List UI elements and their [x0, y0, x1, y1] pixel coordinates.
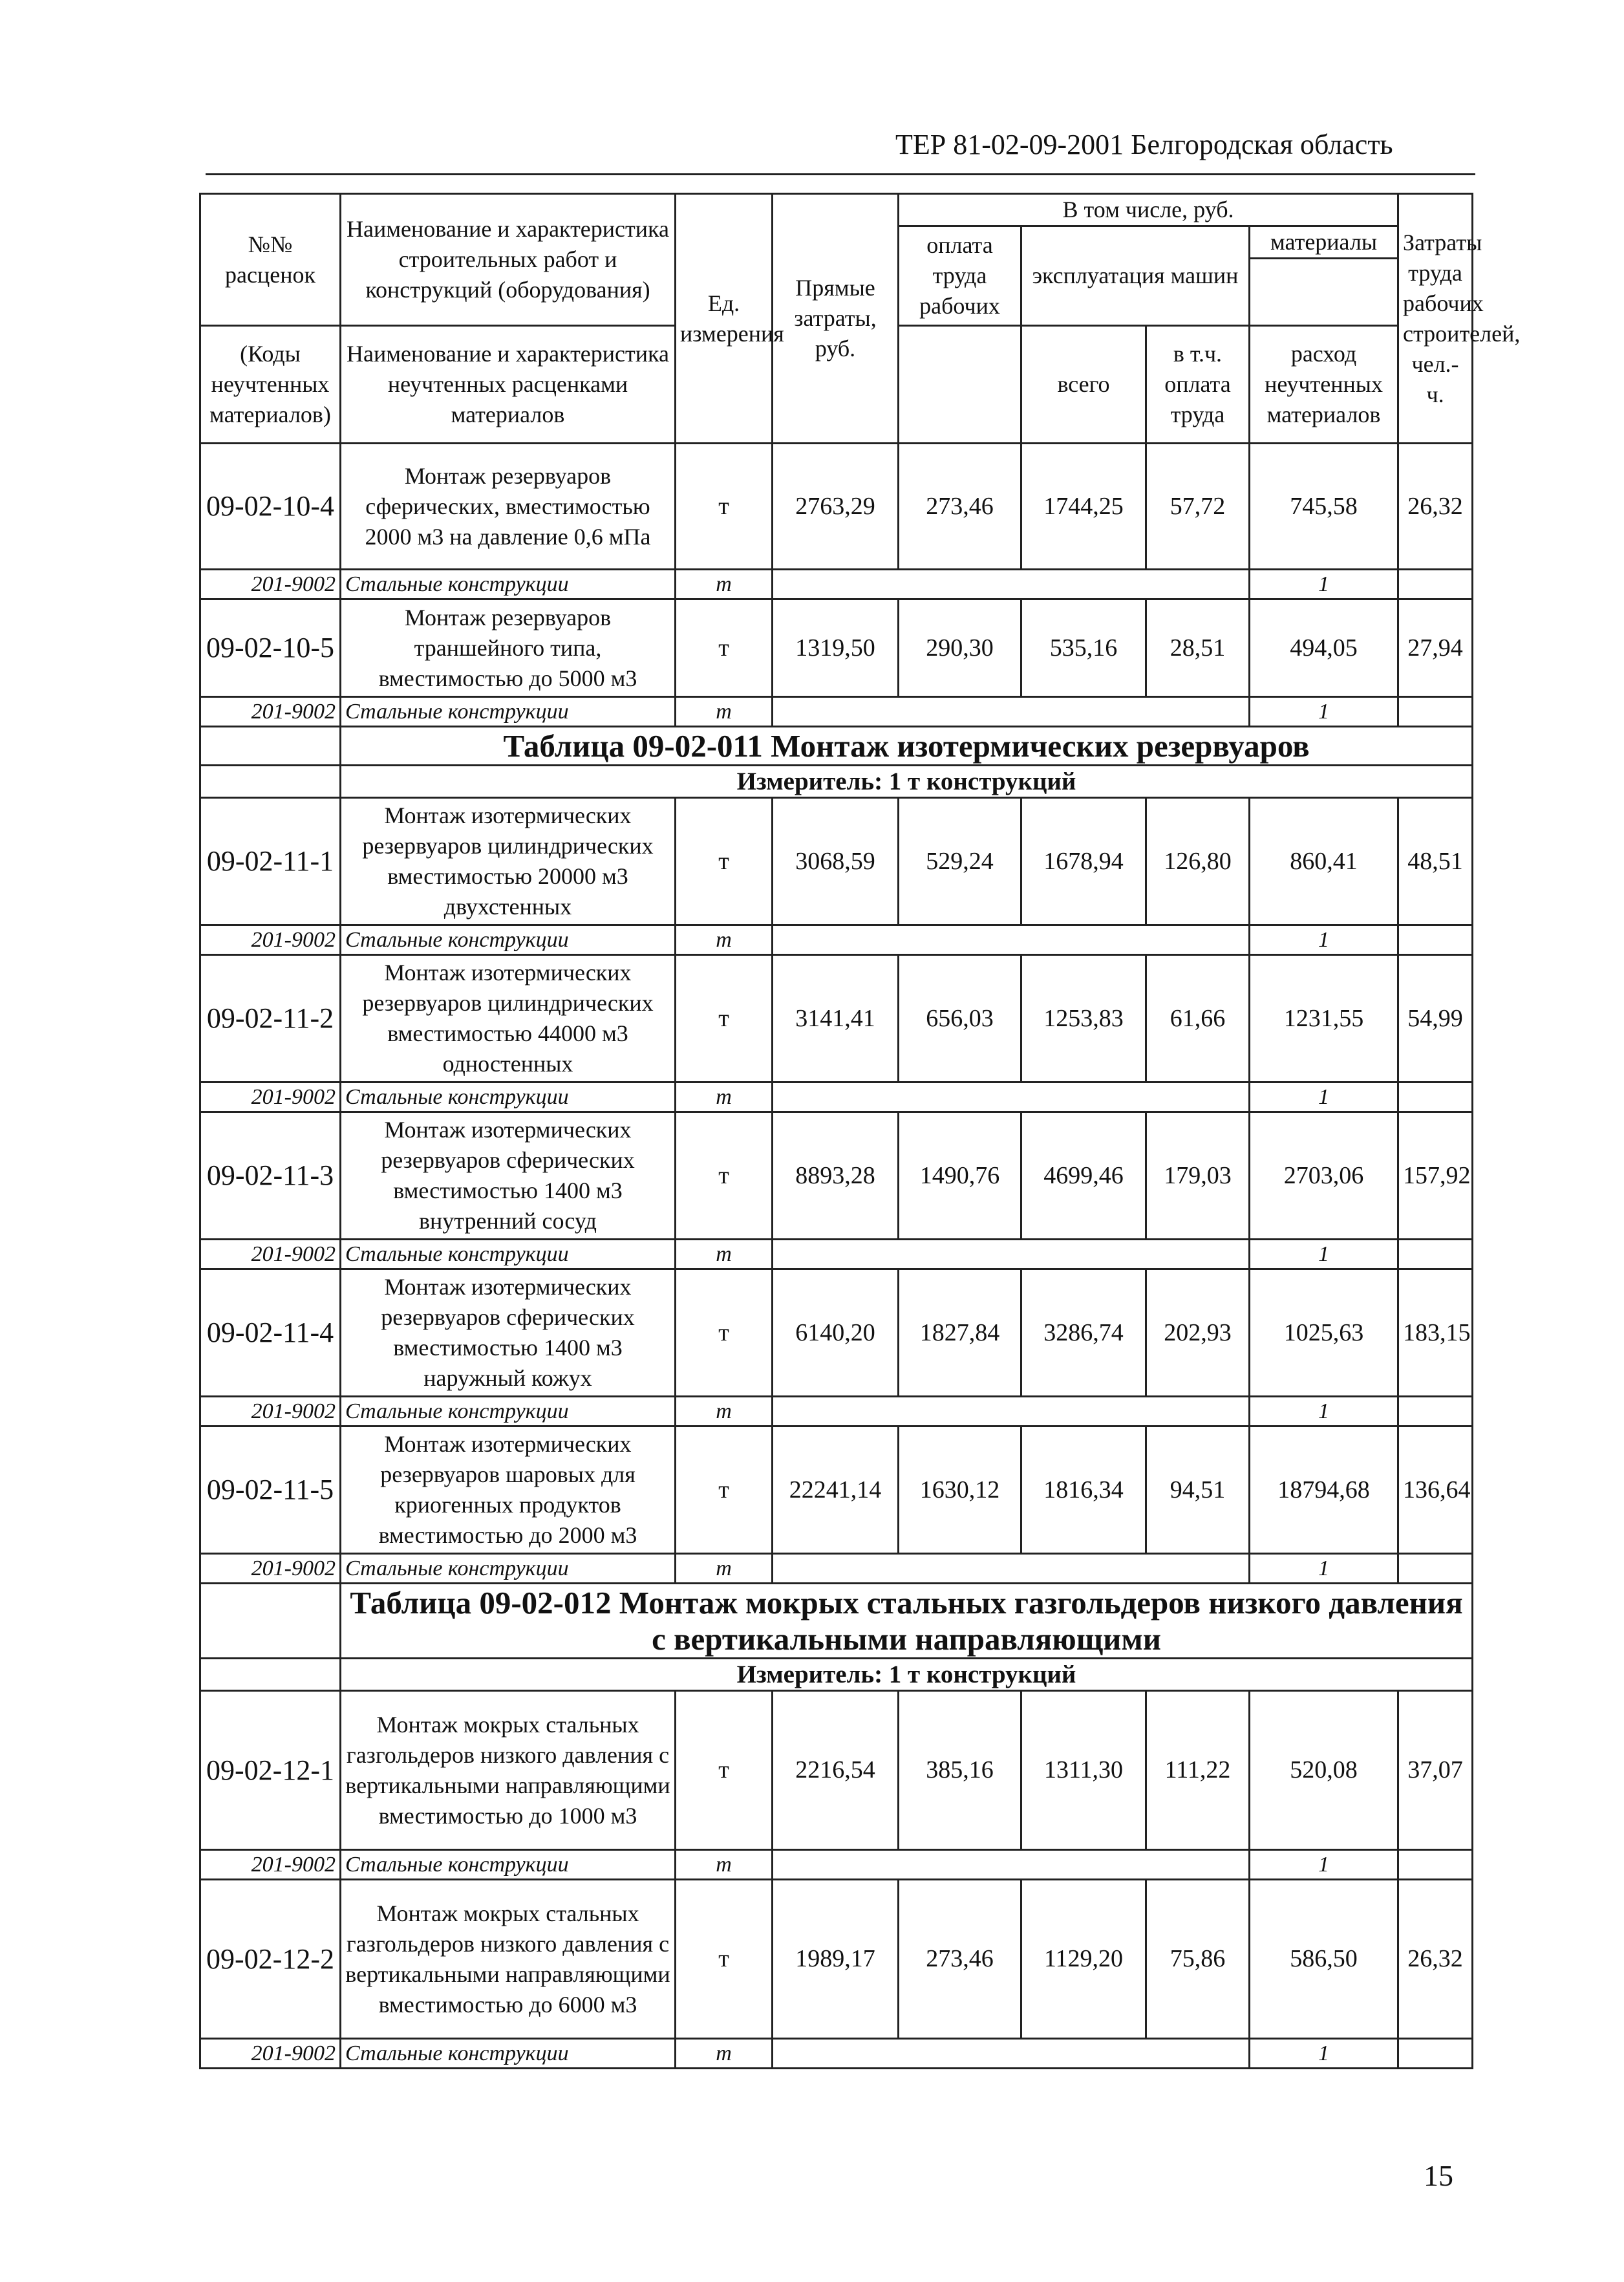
- material-name: Стальные конструкции: [341, 1554, 676, 1584]
- header-including: В том числе, руб.: [899, 194, 1398, 226]
- labor-costs: 27,94: [1398, 599, 1473, 697]
- page-number: 15: [1424, 2159, 1453, 2192]
- table-measure: Измеритель: 1 т конструкций: [341, 1659, 1473, 1691]
- table-measure: Измеритель: 1 т конструкций: [341, 766, 1473, 798]
- wage: 290,30: [899, 599, 1021, 697]
- materials: 1025,63: [1250, 1269, 1398, 1397]
- material-row: [200, 697, 1473, 727]
- table-row: [200, 955, 1473, 1082]
- material-code: 201-9002: [200, 1850, 341, 1880]
- direct-costs: 22241,14: [773, 1426, 899, 1554]
- material-row: [200, 1082, 1473, 1112]
- material-unit: т: [676, 1554, 773, 1584]
- wage: 1490,76: [899, 1112, 1021, 1240]
- material-blank: [1398, 570, 1473, 599]
- header-machines: эксплуатация машин: [1021, 226, 1250, 326]
- material-unit: т: [676, 925, 773, 955]
- machines-wage: 75,86: [1146, 1880, 1250, 2039]
- header-machines-wage: в т.ч. оплата труда: [1146, 326, 1250, 444]
- work-description: Монтаж резервуаров траншейного типа, вместимостью до 5000 м3: [341, 599, 676, 697]
- material-code: 201-9002: [200, 925, 341, 955]
- table-row: [200, 1112, 1473, 1240]
- measure-blank: [200, 1659, 341, 1691]
- material-code: 201-9002: [200, 1554, 341, 1584]
- material-name: Стальные конструкции: [341, 570, 676, 599]
- machines-total: 3286,74: [1021, 1269, 1146, 1397]
- work-description: Монтаж изотермических резервуаров шаровых для криогенных продуктов вместимостью до 2000 м3: [341, 1426, 676, 1554]
- machines-total: 1678,94: [1021, 798, 1146, 925]
- rate-code: 09-02-10-5: [200, 599, 341, 697]
- material-unit: т: [676, 570, 773, 599]
- material-blank: [773, 1554, 1250, 1584]
- material-blank: [773, 1240, 1250, 1269]
- unit: т: [676, 1426, 773, 1554]
- material-unit: т: [676, 2039, 773, 2069]
- header-wage: оплата труда рабочих: [899, 226, 1021, 326]
- document-header: ТЕР 81-02-09-2001 Белгородская область: [895, 129, 1393, 160]
- direct-costs: 3068,59: [773, 798, 899, 925]
- wage: 273,46: [899, 444, 1021, 570]
- header-labor-costs: Затраты труда рабочих строителей, чел.-ч.: [1398, 194, 1473, 444]
- material-blank: [773, 570, 1250, 599]
- work-description: Монтаж мокрых стальных газгольдеров низкого давления с вертикальными направляющими вместимостью до 6000 м3: [341, 1880, 676, 2039]
- header-code-top: №№ расценок: [200, 194, 341, 326]
- table-row: [200, 444, 1473, 570]
- material-row: [200, 1397, 1473, 1426]
- unit: т: [676, 599, 773, 697]
- machines-total: 1253,83: [1021, 955, 1146, 1082]
- materials: 494,05: [1250, 599, 1398, 697]
- direct-costs: 1319,50: [773, 599, 899, 697]
- material-unit: т: [676, 1082, 773, 1112]
- machines-total: 535,16: [1021, 599, 1146, 697]
- material-code: 201-9002: [200, 1397, 341, 1426]
- material-name: Стальные конструкции: [341, 1240, 676, 1269]
- unit: т: [676, 1269, 773, 1397]
- rate-code: 09-02-12-1: [200, 1691, 341, 1850]
- material-blank: [773, 925, 1250, 955]
- materials: 18794,68: [1250, 1426, 1398, 1554]
- table-row: [200, 599, 1473, 697]
- machines-total: 1816,34: [1021, 1426, 1146, 1554]
- unit: т: [676, 1880, 773, 2039]
- header-direct-costs: Прямые затраты, руб.: [773, 194, 899, 444]
- material-qty: 1: [1250, 1240, 1398, 1269]
- machines-wage: 111,22: [1146, 1691, 1250, 1850]
- rate-code: 09-02-11-3: [200, 1112, 341, 1240]
- header-code-bottom: (Коды неучтенных материалов): [200, 326, 341, 444]
- material-name: Стальные конструкции: [341, 925, 676, 955]
- rate-code: 09-02-11-1: [200, 798, 341, 925]
- work-description: Монтаж изотермических резервуаров сферических вместимостью 1400 м3 внутренний сосуд: [341, 1112, 676, 1240]
- material-unit: т: [676, 1397, 773, 1426]
- material-name: Стальные конструкции: [341, 1397, 676, 1426]
- material-blank: [1398, 1240, 1473, 1269]
- labor-costs: 157,92: [1398, 1112, 1473, 1240]
- direct-costs: 1989,17: [773, 1880, 899, 2039]
- material-qty: 1: [1250, 925, 1398, 955]
- material-row: [200, 1240, 1473, 1269]
- material-row: [200, 570, 1473, 599]
- machines-total: 1744,25: [1021, 444, 1146, 570]
- machines-wage: 126,80: [1146, 798, 1250, 925]
- header-materials-unaccounted: расход неучтенных материалов: [1250, 326, 1398, 444]
- labor-costs: 26,32: [1398, 1880, 1473, 2039]
- material-blank: [773, 697, 1250, 727]
- materials: 586,50: [1250, 1880, 1398, 2039]
- unit: т: [676, 1691, 773, 1850]
- table-row: [200, 798, 1473, 925]
- material-qty: 1: [1250, 697, 1398, 727]
- direct-costs: 2216,54: [773, 1691, 899, 1850]
- unit: т: [676, 955, 773, 1082]
- materials: 520,08: [1250, 1691, 1398, 1850]
- work-description: Монтаж мокрых стальных газгольдеров низкого давления с вертикальными направляющими вместимостью до 1000 м3: [341, 1691, 676, 1850]
- material-name: Стальные конструкции: [341, 1850, 676, 1880]
- materials: 1231,55: [1250, 955, 1398, 1082]
- wage: 1630,12: [899, 1426, 1021, 1554]
- unit: т: [676, 1112, 773, 1240]
- header-materials: материалы: [1250, 226, 1398, 259]
- labor-costs: 48,51: [1398, 798, 1473, 925]
- machines-total: 1311,30: [1021, 1691, 1146, 1850]
- materials: 2703,06: [1250, 1112, 1398, 1240]
- header-machines-total: всего: [1021, 326, 1146, 444]
- price-table: [199, 193, 1521, 2069]
- table-row: [200, 1691, 1473, 1850]
- header-wage-blank: [899, 326, 1021, 444]
- material-qty: 1: [1250, 1397, 1398, 1426]
- material-blank: [1398, 1850, 1473, 1880]
- work-description: Монтаж резервуаров сферических, вместимостью 2000 м3 на давление 0,6 мПа: [341, 444, 676, 570]
- table-row: [200, 1269, 1473, 1397]
- header-unit: Ед. измерения: [676, 194, 773, 444]
- labor-costs: 54,99: [1398, 955, 1473, 1082]
- machines-wage: 94,51: [1146, 1426, 1250, 1554]
- material-blank: [1398, 697, 1473, 727]
- rate-code: 09-02-11-4: [200, 1269, 341, 1397]
- material-unit: т: [676, 1850, 773, 1880]
- material-qty: 1: [1250, 2039, 1398, 2069]
- machines-wage: 57,72: [1146, 444, 1250, 570]
- material-code: 201-9002: [200, 697, 341, 727]
- machines-wage: 28,51: [1146, 599, 1250, 697]
- direct-costs: 6140,20: [773, 1269, 899, 1397]
- rate-code: 09-02-12-2: [200, 1880, 341, 2039]
- rate-code: 09-02-11-2: [200, 955, 341, 1082]
- material-qty: 1: [1250, 1850, 1398, 1880]
- machines-total: 4699,46: [1021, 1112, 1146, 1240]
- wage: 1827,84: [899, 1269, 1021, 1397]
- material-unit: т: [676, 697, 773, 727]
- material-blank: [1398, 1397, 1473, 1426]
- unit: т: [676, 444, 773, 570]
- labor-costs: 37,07: [1398, 1691, 1473, 1850]
- table-title: Таблица 09-02-012 Монтаж мокрых стальных газгольдеров низкого давления с вертикальными направляющими: [341, 1584, 1473, 1659]
- material-blank: [1398, 1554, 1473, 1584]
- material-row: [200, 925, 1473, 955]
- labor-costs: 183,15: [1398, 1269, 1473, 1397]
- labor-costs: 26,32: [1398, 444, 1473, 570]
- material-qty: 1: [1250, 570, 1398, 599]
- wage: 273,46: [899, 1880, 1021, 2039]
- material-row: [200, 1850, 1473, 1880]
- rate-code: 09-02-11-5: [200, 1426, 341, 1554]
- material-code: 201-9002: [200, 1082, 341, 1112]
- title-blank: [200, 727, 341, 766]
- material-blank: [1398, 1082, 1473, 1112]
- material-blank: [773, 1397, 1250, 1426]
- title-blank: [200, 1584, 341, 1659]
- material-blank: [773, 1082, 1250, 1112]
- material-name: Стальные конструкции: [341, 697, 676, 727]
- material-code: 201-9002: [200, 2039, 341, 2069]
- material-row: [200, 1554, 1473, 1584]
- wage: 529,24: [899, 798, 1021, 925]
- header-materials-blank: [1250, 259, 1398, 326]
- work-description: Монтаж изотермических резервуаров сферических вместимостью 1400 м3 наружный кожух: [341, 1269, 676, 1397]
- material-name: Стальные конструкции: [341, 2039, 676, 2069]
- table-title: Таблица 09-02-011 Монтаж изотермических резервуаров: [341, 727, 1473, 766]
- measure-blank: [200, 766, 341, 798]
- table-row: [200, 1426, 1473, 1554]
- rate-code: 09-02-10-4: [200, 444, 341, 570]
- header-name-top: Наименование и характеристика строительных работ и конструкций (оборудования): [341, 194, 676, 326]
- materials: 745,58: [1250, 444, 1398, 570]
- table-row: [200, 1880, 1473, 2039]
- material-blank: [773, 2039, 1250, 2069]
- material-unit: т: [676, 1240, 773, 1269]
- work-description: Монтаж изотермических резервуаров цилиндрических вместимостью 44000 м3 одностенных: [341, 955, 676, 1082]
- direct-costs: 3141,41: [773, 955, 899, 1082]
- machines-wage: 179,03: [1146, 1112, 1250, 1240]
- work-description: Монтаж изотермических резервуаров цилиндрических вместимостью 20000 м3 двухстенных: [341, 798, 676, 925]
- materials: 860,41: [1250, 798, 1398, 925]
- direct-costs: 2763,29: [773, 444, 899, 570]
- machines-total: 1129,20: [1021, 1880, 1146, 2039]
- material-code: 201-9002: [200, 570, 341, 599]
- material-blank: [1398, 925, 1473, 955]
- header-name-bottom: Наименование и характеристика неучтенных расценками материалов: [341, 326, 676, 444]
- direct-costs: 8893,28: [773, 1112, 899, 1240]
- machines-wage: 61,66: [1146, 955, 1250, 1082]
- material-code: 201-9002: [200, 1240, 341, 1269]
- material-qty: 1: [1250, 1082, 1398, 1112]
- header-rule: [206, 173, 1475, 175]
- wage: 385,16: [899, 1691, 1021, 1850]
- machines-wage: 202,93: [1146, 1269, 1250, 1397]
- material-row: [200, 2039, 1473, 2069]
- material-blank: [773, 1850, 1250, 1880]
- labor-costs: 136,64: [1398, 1426, 1473, 1554]
- material-blank: [1398, 2039, 1473, 2069]
- unit: т: [676, 798, 773, 925]
- material-name: Стальные конструкции: [341, 1082, 676, 1112]
- material-qty: 1: [1250, 1554, 1398, 1584]
- wage: 656,03: [899, 955, 1021, 1082]
